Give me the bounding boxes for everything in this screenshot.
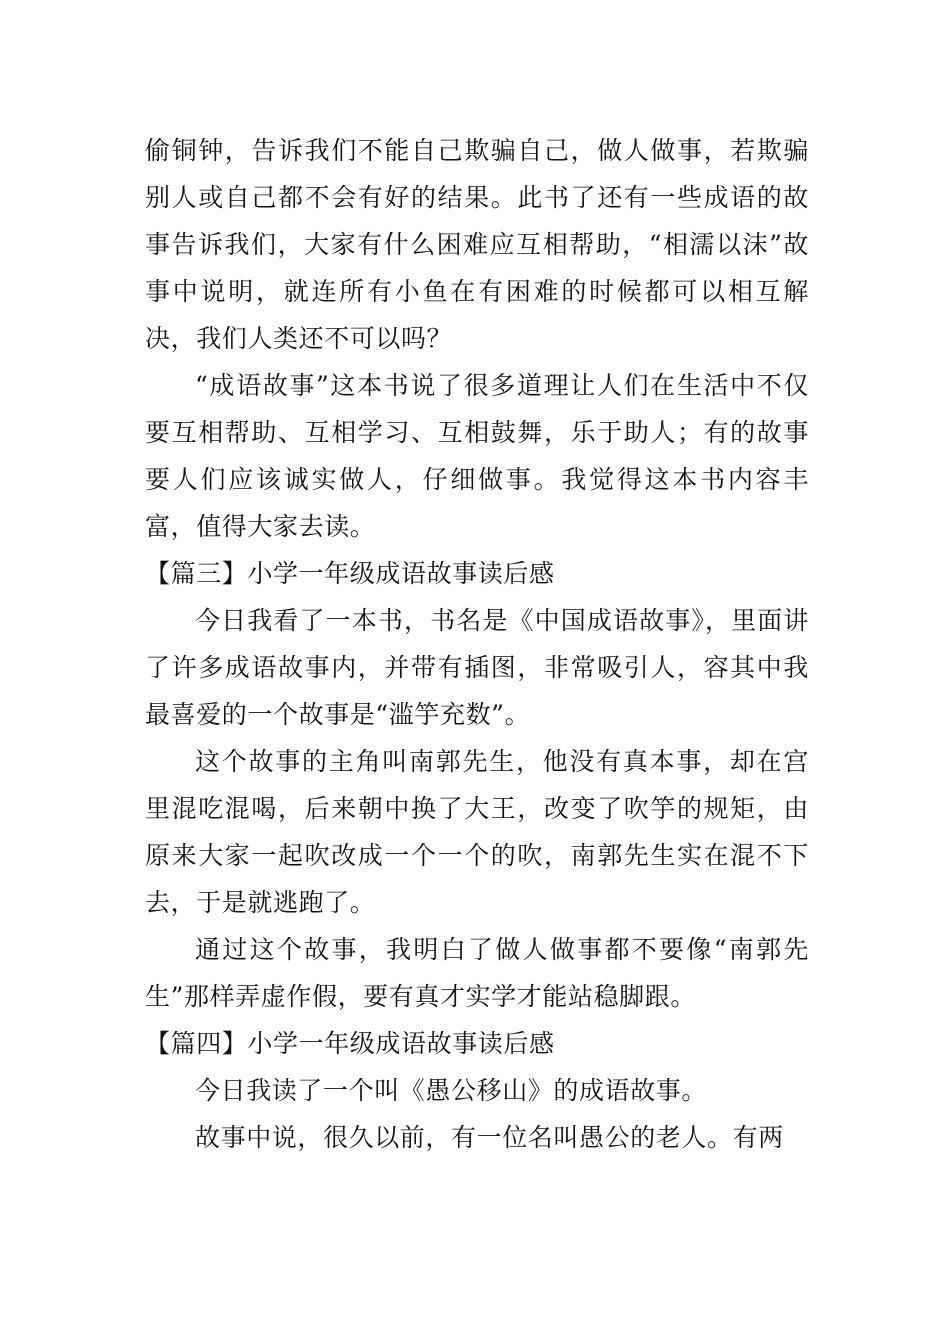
paragraph-5: 通过这个故事，我明白了做人做事都不要像“南郭先生”那样弄虚作假，要有真才实学才能站稳脚跟。 [145, 935, 809, 1011]
document-body [145, 127, 809, 1161]
paragraph-2: “成语故事”这本书说了很多道理让人们在生活中不仅要互相帮助、互相学习、互相鼓舞，乐于助人；有的故事要人们应该诚实做人，仔细做事。我觉得这本书内容丰富，值得大家去读。 [145, 371, 809, 541]
section-heading-3: 【篇三】小学一年级成语故事读后感 [145, 559, 555, 588]
section-heading-4: 【篇四】小学一年级成语故事读后感 [145, 1029, 555, 1058]
paragraph-4: 这个故事的主角叫南郭先生，他没有真本事，却在宫里混吃混喝，后来朝中换了大王，改变了吹竽的规矩，由原来大家一起吹改成一个一个的吹，南郭先生实在混不下去，于是就逃跑了。 [145, 747, 809, 917]
paragraph-3: 今日我看了一本书，书名是《中国成语故事》，里面讲了许多成语故事内，并带有插图，非常吸引人，容其中我最喜爱的一个故事是“滥竽充数”。 [145, 606, 809, 729]
paragraph-6: 今日我读了一个叫《愚公移山》的成语故事。 [195, 1076, 708, 1105]
paragraph-1: 偷铜钟，告诉我们不能自己欺骗自己，做人做事，若欺骗别人或自己都不会有好的结果。此书了还有一些成语的故事告诉我们，大家有什么困难应互相帮助，“相濡以沫”故事中说明，就连所有小鱼在有困难的时候都可以相互解决，我们人类还不可以吗？ [145, 136, 809, 353]
paragraph-7: 故事中说，很久以前，有一位名叫愚公的老人。有两 [195, 1123, 784, 1152]
